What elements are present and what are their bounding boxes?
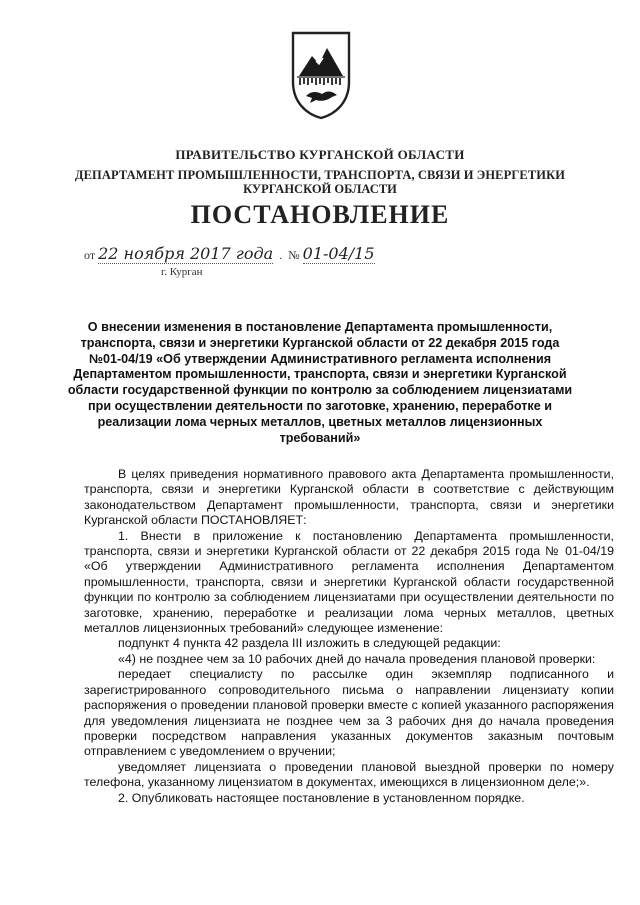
body-paragraph: подпункт 4 пункта 42 раздела III изложить в следующей редакции:: [118, 636, 501, 651]
date-prefix: от: [84, 248, 96, 262]
document-body: [84, 467, 614, 806]
body-paragraph: «4) не позднее чем за 10 рабочих дней до начала проведения плановой проверки:: [118, 651, 596, 666]
document-subject: О внесении изменения в постановление Департамента промышленности, транспорта, связи и энергетики Курганской области от 22 декабря 2015 года №01-04/19 «Об утверждении Административного регламента исполнения Департаментом промышленности, транспорта, связи и энергетики Курганской области государственной функции по контролю за соблюдением лицензиатами при осуществлении деятельности по заготовке, хранению, переработке и реализации лома черных металлов, цветных металлов лицензионных требований»: [67, 320, 573, 445]
document-type-title: ПОСТАНОВЛЕНИЕ: [190, 200, 450, 229]
number-label: №: [288, 248, 300, 262]
coat-of-arms-emblem: [290, 30, 352, 120]
document-number: 01-04/15: [302, 244, 375, 263]
body-paragraph: 1. Внести в приложение к постановлению Департамента промышленности, транспорта, связи и энергетики Курганской области от 22 декабря 2015 года № 01-04/19 «Об утверждении Административного регламента исполнения Департаментом промышленности, транспорта, связи и энергетики Курганской области государственной функции по контролю за соблюдением лицензиатами при осуществлении деятельности по заготовке, хранению, переработке и реализации лома черных металлов, цветных металлов лицензионных требований» следующее изменение:: [84, 528, 614, 636]
department-name-line2: КУРГАНСКОЙ ОБЛАСТИ: [243, 182, 397, 196]
document-dateline: от 22 ноября 2017 года . № 01-04/15: [84, 244, 375, 263]
government-name: ПРАВИТЕЛЬСТВО КУРГАНСКОЙ ОБЛАСТИ: [175, 147, 465, 162]
body-paragraph: уведомляет лицензиата о проведении плановой выездной проверки по номеру телефона, указанному лицензиатом в документах, имеющихся в лицензионном деле;».: [84, 759, 614, 790]
body-paragraph: 2. Опубликовать настоящее постановление в установленном порядке.: [118, 790, 525, 805]
body-paragraph: В целях приведения нормативного правового акта Департамента промышленности, транспорта, связи и энергетики Курганской области в соответствие с действующим законодательством Департамент промышленности, транспорта, связи и энергетики Курганской области ПОСТАНОВЛЯЕТ:: [84, 467, 614, 528]
body-paragraph: передает специалисту по рассылке один экземпляр подписанного и зарегистрированного сопроводительного письма о направлении лицензиату копии распоряжения о проведении плановой проверки вместе с копией указанного распоряжения для уведомления лицензиата не позднее чем за 3 рабочих дня до начала проведения проверки посредством направления указанных документов заказным почтовым отправлением с уведомлением о вручении;: [84, 667, 614, 759]
department-name-line1: ДЕПАРТАМЕНТ ПРОМЫШЛЕННОСТИ, ТРАНСПОРТА, СВЯЗИ И ЭНЕРГЕТИКИ: [74, 168, 566, 182]
document-date: 22 ноября 2017 года: [98, 244, 274, 263]
city: г. Курган: [161, 266, 203, 278]
